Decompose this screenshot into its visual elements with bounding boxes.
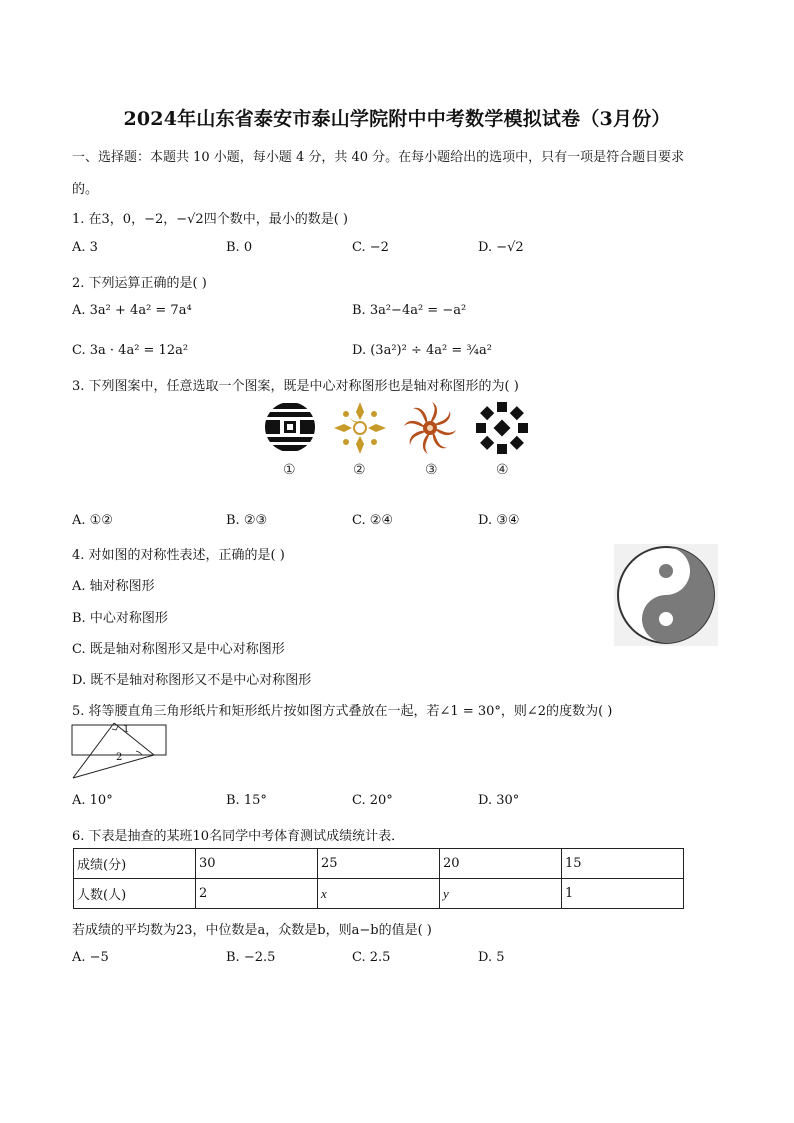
q2-option-c[interactable]: C. 3a · 4a² = 12a² — [72, 343, 189, 358]
table-cell: 20 — [440, 849, 562, 879]
taiji-figure — [614, 544, 718, 646]
q6-option-b[interactable]: B. −2.5 — [226, 950, 276, 965]
q4-option-d[interactable]: D. 既不是轴对称图形又不是中心对称图形 — [72, 673, 312, 688]
q6-option-d[interactable]: D. 5 — [478, 950, 505, 965]
q5-stem: 5. 将等腰直角三角形纸片和矩形纸片按如图方式叠放在一起，若∠1 = 30°，则∠2的度数为( ) — [72, 704, 613, 719]
q3-option-d[interactable]: D. ③④ — [478, 513, 520, 528]
q3-option-c[interactable]: C. ②④ — [352, 513, 394, 528]
q6-followup: 若成绩的平均数为23，中位数是a，众数是b，则a−b的值是( ) — [72, 923, 432, 938]
table-cell: 30 — [196, 849, 318, 879]
table-cell: 人数(人) — [74, 879, 196, 909]
q4-option-b[interactable]: B. 中心对称图形 — [72, 611, 168, 626]
score-table — [73, 848, 684, 909]
section-heading-line2: 的。 — [72, 182, 99, 197]
q6-stem: 6. 下表是抽查的某班10名同学中考体育测试成绩统计表． — [72, 829, 405, 844]
table-row — [74, 849, 684, 879]
q5-option-a[interactable]: A. 10° — [72, 793, 113, 808]
angle-1-label: 1 — [123, 724, 130, 735]
pattern-4-figure — [474, 400, 530, 456]
q5-option-d[interactable]: D. 30° — [478, 793, 520, 808]
pattern-2-figure — [332, 400, 388, 456]
q6-option-a[interactable]: A. −5 — [72, 950, 109, 965]
table-cell: 15 — [562, 849, 684, 879]
q3-stem: 3. 下列图案中，任意选取一个图案，既是中心对称图形也是轴对称图形的为( ) — [72, 379, 519, 394]
q1-stem: 1. 在3，0，−2，−√2四个数中，最小的数是( ) — [72, 212, 348, 227]
q2-stem: 2. 下列运算正确的是( ) — [72, 276, 207, 291]
table-cell: y — [440, 879, 562, 909]
q1-option-d[interactable]: D. −√2 — [478, 240, 524, 255]
pattern-3-label: ③ — [425, 462, 438, 478]
q3-option-a[interactable]: A. ①② — [72, 513, 113, 528]
q1-option-b[interactable]: B. 0 — [226, 240, 253, 255]
q4-option-c[interactable]: C. 既是轴对称图形又是中心对称图形 — [72, 642, 285, 657]
pattern-3-figure — [402, 400, 458, 456]
q2-option-d[interactable]: D. (3a²)² ÷ 4a² = ¾a² — [352, 343, 492, 358]
q3-option-b[interactable]: B. ②③ — [226, 513, 268, 528]
q1-option-a[interactable]: A. 3 — [72, 240, 98, 255]
q5-option-c[interactable]: C. 20° — [352, 793, 393, 808]
q2-option-a[interactable]: A. 3a² + 4a² = 7a⁴ — [72, 303, 192, 318]
pattern-4-label: ④ — [496, 462, 509, 478]
q4-option-a[interactable]: A. 轴对称图形 — [72, 579, 155, 594]
page-title: 2024年山东省泰安市泰山学院附中中考数学模拟试卷（3月份） — [123, 108, 671, 130]
pattern-2-label: ② — [353, 462, 366, 478]
table-cell: 25 — [318, 849, 440, 879]
pattern-1-label: ① — [283, 462, 296, 478]
table-row — [74, 879, 684, 909]
table-cell: 成绩(分) — [74, 849, 196, 879]
section-heading-line1: 一、选择题：本题共 10 小题，每小题 4 分，共 40 分。在每小题给出的选项中，只有一项是符合题目要求 — [72, 150, 685, 165]
q4-stem: 4. 对如图的对称性表述，正确的是( ) — [72, 548, 285, 563]
pattern-1-figure — [264, 401, 316, 453]
table-cell: x — [318, 879, 440, 909]
table-cell: 2 — [196, 879, 318, 909]
table-cell: 1 — [562, 879, 684, 909]
q1-option-c[interactable]: C. −2 — [352, 240, 389, 255]
q2-option-b[interactable]: B. 3a²−4a² = −a² — [352, 303, 467, 318]
angle-2-label: 2 — [116, 752, 123, 763]
q6-option-c[interactable]: C. 2.5 — [352, 950, 391, 965]
q5-option-b[interactable]: B. 15° — [226, 793, 267, 808]
